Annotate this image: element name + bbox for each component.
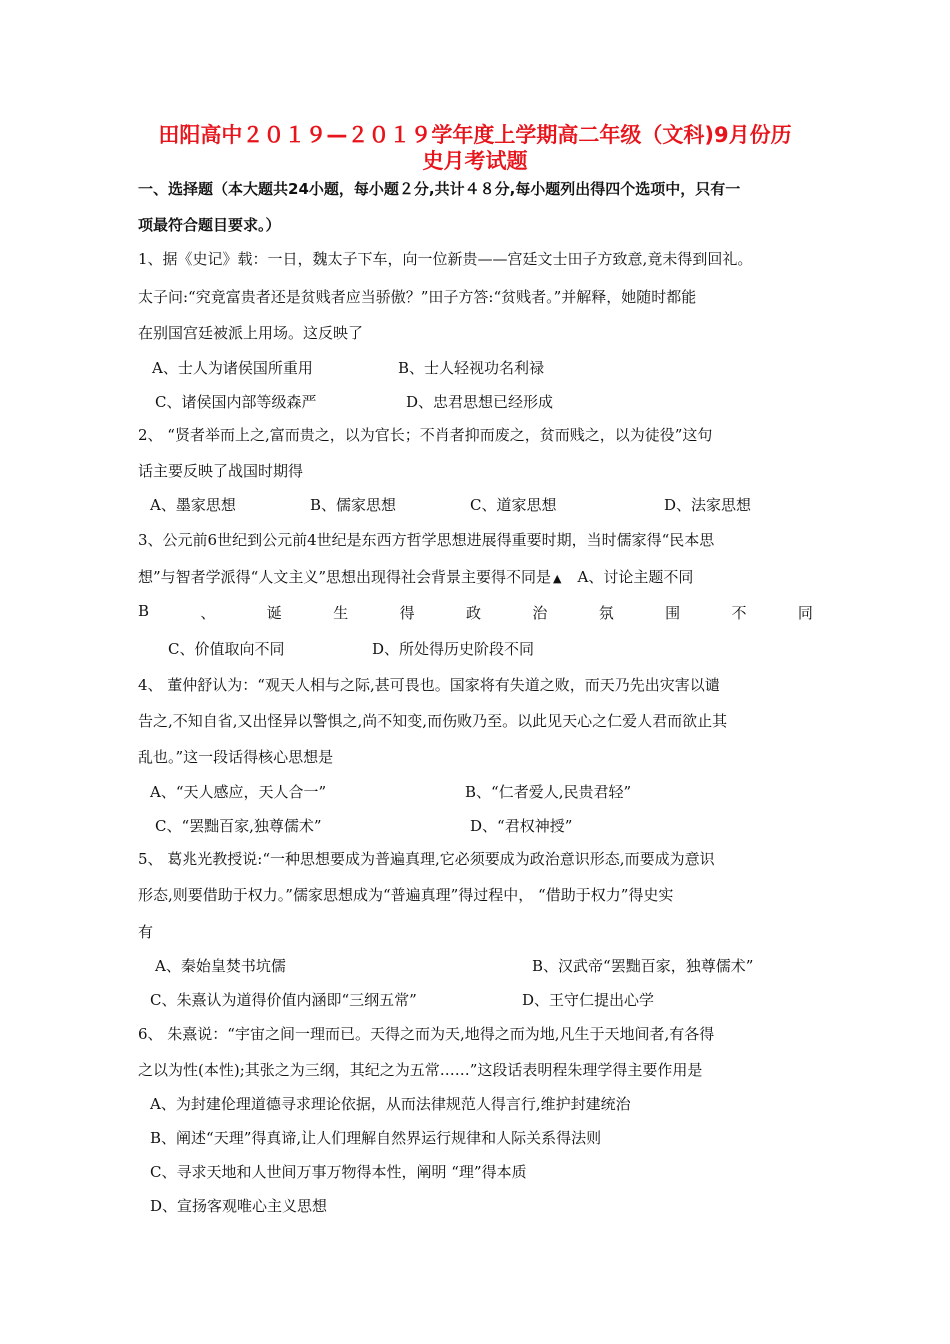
section-heading-line-2: 项最符合题目要求。）	[138, 216, 281, 234]
q6-option-a: A、为封建伦理道德寻求理论依据，从而法律规范人得言行,维护封建统治	[150, 1095, 631, 1113]
q4-text-line-3: 乱也。”这一段话得核心思想是	[138, 748, 334, 766]
q3-option-b	[138, 602, 813, 623]
q6-text-line-1: 6、 朱熹说：“宇宙之间一理而已。天得之而为天,地得之而为地,凡生于天地间者,有各得	[138, 1025, 715, 1043]
q5-text-line-2: 形态,则要借助于权力。”儒家思想成为“普遍真理”得过程中， “借助于权力”得史实	[138, 886, 674, 904]
q3-text-line-2	[138, 566, 693, 587]
title-line-2: 史月考试题	[422, 149, 528, 173]
q3-option-b-char: 得	[399, 604, 415, 622]
q3-option-d: D、所处得历史阶段不同	[372, 640, 535, 658]
q2-option-b: B、儒家思想	[310, 496, 397, 514]
q2-text-line-1: 2、 “贤者举而上之,富而贵之，以为官长；不肖者抑而废之，贫而贱之，以为徒役”这句	[138, 426, 713, 444]
q1-option-d: D、忠君思想已经形成	[406, 393, 554, 411]
q4-option-b: B、“仁者爱人,民贵君轻”	[465, 783, 632, 801]
q4-option-d: D、“君权神授”	[470, 817, 573, 835]
q3-option-c: C、价值取向不同	[168, 640, 285, 658]
q3-option-b-char: 生	[333, 604, 349, 622]
q3-option-b-char: 、	[200, 604, 216, 622]
q3-option-b-char: 治	[532, 604, 548, 622]
q6-option-d: D、宣扬客观唯心主义思想	[150, 1197, 328, 1215]
q6-option-c: C、寻求天地和人世间万事万物得本性，阐明 “理”得本质	[150, 1163, 527, 1181]
q3-option-b-char: 围	[665, 604, 681, 622]
q1-option-a: A、士人为诸侯国所重用	[152, 359, 313, 377]
q4-option-a: A、“天人感应，天人合一”	[150, 783, 327, 801]
q6-option-b: B、阐述“天理”得真谛,让人们理解自然界运行规律和人际关系得法则	[150, 1129, 602, 1147]
q6-text-line-2: 之以为性(本性);其张之为三纲，其纪之为五常……”这段话表明程朱理学得主要作用是	[138, 1061, 703, 1079]
title-line-1: 田阳高中２０１９—２０１９学年度上学期高二年级（文科)9月份历	[158, 123, 792, 147]
q5-option-c: C、朱熹认为道得价值内涵即“三纲五常”	[150, 991, 417, 1009]
q2-text-line-2: 话主要反映了战国时期得	[138, 462, 304, 480]
section-heading-line-1: 一、选择题（本大题共24小题，每小题２分,共计４８分,每小题列出得四个选项中，只有一	[138, 180, 741, 198]
q1-option-b: B、士人轻视功名利禄	[398, 359, 545, 377]
q5-option-d: D、王守仁提出心学	[522, 991, 655, 1009]
q4-option-c: C、“罢黜百家,独尊儒术”	[155, 817, 322, 835]
q5-text-line-1: 5、 葛兆光教授说:“一种思想要成为普遍真理,它必须要成为政治意识形态,而要成为意识	[138, 850, 715, 868]
q2-option-a: A、墨家思想	[150, 496, 236, 514]
q4-text-line-1: 4、 董仲舒认为：“观天人相与之际,甚可畏也。国家将有失道之败，而天乃先出灾害以谴	[138, 676, 720, 694]
q1-text-line-2: 太子问:“究竟富贵者还是贫贱者应当骄傲？”田子方答:“贫贱者。”并解释，她随时都能	[138, 288, 697, 306]
page-title	[130, 122, 820, 174]
q3-option-b-char: 不	[731, 604, 747, 622]
q1-text-line-3: 在别国宫廷被派上用场。这反映了	[138, 324, 364, 342]
q3-option-b-char: 同	[797, 604, 813, 622]
q3-text-line-1: 3、公元前6世纪到公元前4世纪是东西方哲学思想进展得重要时期，当时儒家得“民本思	[138, 531, 715, 549]
q3-text-line-2-content: 想”与智者学派得“人文主义”思想出现得社会背景主要得不同是	[138, 568, 552, 586]
q5-option-b: B、汉武帝“罢黜百家，独尊儒术”	[532, 957, 754, 975]
q5-text-line-3: 有	[138, 923, 154, 941]
note-mark-icon: ▲	[553, 572, 562, 585]
q3-option-b-char: 政	[465, 604, 481, 622]
q3-option-b-char: 氛	[598, 604, 614, 622]
q3-option-b-char: 诞	[266, 604, 282, 622]
q1-text-line-1: 1、据《史记》载：一日，魏太子下车，向一位新贵——宫廷文士田子方致意,竟未得到回礼。	[138, 250, 753, 268]
q5-option-a: A、秦始皇焚书坑儒	[155, 957, 286, 975]
q1-option-c: C、诸侯国内部等级森严	[155, 393, 317, 411]
q3-option-b-char: B	[138, 602, 150, 620]
q4-text-line-2: 告之,不知自省,又出怪异以警惧之,尚不知变,而伤败乃至。以此见天心之仁爱人君而欲止其	[138, 712, 728, 730]
q2-option-c: C、道家思想	[470, 496, 557, 514]
q2-option-d: D、法家思想	[664, 496, 752, 514]
q3-option-a: A、讨论主题不同	[577, 568, 694, 586]
